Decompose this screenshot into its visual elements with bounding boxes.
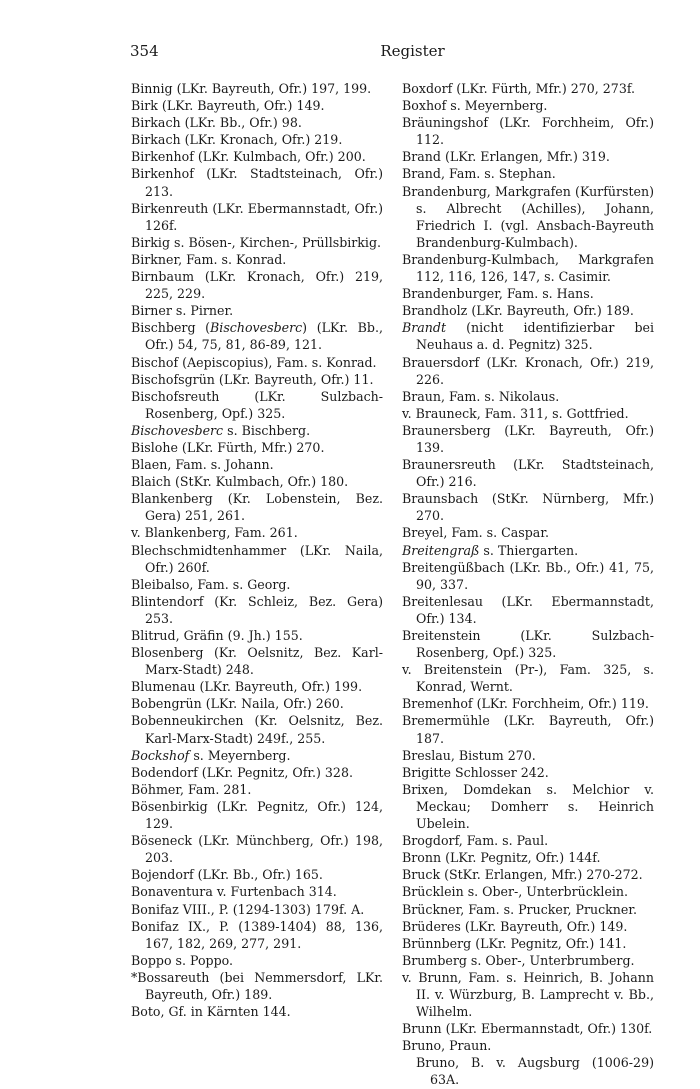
index-entry [402,969,654,1020]
entry-text: Blitrud, Gräfin (9. Jh.) 155. [131,628,303,643]
index-entry [131,901,383,918]
index-entry [402,165,654,182]
entry-text: Braun, Fam. s. Nikolaus. [402,388,560,404]
entry-text: Blechschmidtenhammer (LKr. Naila, Ofr.) 260f. [131,542,383,575]
entry-text: Boxdorf (LKr. Fürth, Mfr.) 270, 273f. [402,81,636,96]
index-entry [131,388,383,422]
index-entry [131,97,383,114]
index-entry [402,183,654,251]
entry-text: v. Brauneck, Fam. 311, s. Gottfried. [402,405,629,421]
index-entry [402,832,654,849]
entry-text: Brogdorf, Fam. s. Paul. [402,833,549,849]
entry-text: Birkner, Fam. s. Konrad. [131,251,287,267]
index-entry [131,542,383,576]
index-entry [131,200,383,234]
entry-text: Birnbaum (LKr. Kronach, Ofr.) 219, 225, 229. [131,269,383,302]
entry-text: Böseneck (LKr. Münchberg, Ofr.) 198, 203. [131,833,383,866]
index-entry [402,781,654,832]
index-entry [402,627,654,661]
entry-text: Boxhof s. Meyernberg. [402,98,548,114]
entry-text: Birkig s. Bösen-, Kirchen-, Prüllsbirkig. [131,234,382,250]
entry-text: Bleibalso, Fam. s. Georg. [131,576,291,592]
index-entry [402,1037,654,1054]
entry-text: Bojendorf (LKr. Bb., Ofr.) 165. [131,867,323,883]
entry-text: Bösenbirkig (LKr. Pegnitz, Ofr.) 124, 129. [131,798,383,832]
index-entry [131,524,383,541]
entry-historic-form: Bischovesberc [210,320,303,336]
entry-text: Bräuningshof (LKr. Forchheim, Ofr.) 112. [402,115,654,148]
index-entry [131,473,383,490]
index-entry [402,354,654,388]
running-head: Register [380,42,445,60]
index-entry [402,764,654,781]
index-entry [131,422,383,439]
index-entry [131,268,383,302]
entry-text: Breitengüßbach (LKr. Bb., Ofr.) 41, 75, 90, 337. [402,559,654,592]
entry-text: *Bossareuth (bei Nemmersdorf, LKr. Bayreuth, Ofr.) 189. [131,969,383,1002]
entry-text: Brandenburg-Kulmbach, Markgrafen 112, 116, 126, 147, s. Casimir. [402,251,654,285]
entry-text: Bremenhof (LKr. Forchheim, Ofr.) 119. [402,696,649,712]
index-entry [131,302,383,319]
entry-text: v. Blankenberg, Fam. 261. [131,525,298,541]
index-entry [131,593,383,627]
index-entry [131,918,383,952]
entry-text: Brauersdorf (LKr. Kronach, Ofr.) 219, 226. [402,354,654,387]
index-entry [131,866,383,883]
entry-tail: (nicht identifizierbar bei Neuhaus a. d. Pegnitz) 325. [416,320,654,353]
index-entry [402,388,654,405]
entry-text: Birkenhof (LKr. Kulmbach, Ofr.) 200. [131,149,366,165]
index-entry [402,901,654,918]
index-entry [402,148,654,165]
index-entry [131,1003,383,1020]
entry-text: Breyel, Fam. s. Caspar. [402,525,549,541]
index-entry [402,114,654,148]
index-entry [402,405,654,422]
index-entry [131,251,383,268]
index-entry [402,524,654,541]
index-column-left [131,80,383,1020]
entry-text: Birk (LKr. Bayreuth, Ofr.) 149. [131,98,325,114]
entry-text: Blosenberg (Kr. Oelsnitz, Bez. Karl-Marx-Stadt) 248. [131,645,383,678]
index-entry [402,319,654,353]
index-entry [402,883,654,900]
entry-historic-form: Breitengraß [402,542,480,558]
entry-text: Blaen, Fam. s. Johann. [131,457,274,473]
index-entry [402,97,654,114]
index-entry [131,644,383,678]
index-entry [402,422,654,456]
entry-text: Brünnberg (LKr. Pegnitz, Ofr.) 141. [402,935,627,951]
entry-tail: ) (LKr. Bb., Ofr.) 54, 75, 81, 86-89, 121. [145,320,383,353]
entry-text: Bonifaz VIII., P. (1294-1303) 179f. A. [131,901,365,917]
index-entry [402,695,654,712]
entry-text: Bonifaz IX., P. (1389-1404) 88, 136, 167, 182, 269, 277, 291. [131,918,383,951]
index-entry [131,319,383,353]
entry-text: Bischofsgrün (LKr. Bayreuth, Ofr.) 11. [131,371,374,387]
index-entry [131,148,383,165]
entry-text: Bischof (Aepiscopius), Fam. s. Konrad. [131,354,377,370]
entry-text: Brand (LKr. Erlangen, Mfr.) 319. [402,149,610,165]
entry-historic-form: Bockshof [131,747,190,763]
entry-text: Brigitte Schlosser 242. [402,764,549,780]
entry-text: Breitenstein (LKr. Sulzbach-Rosenberg, Opf.) 325. [402,628,654,661]
index-entry [131,80,383,97]
entry-text: Binnig (LKr. Bayreuth, Ofr.) 197, 199. [131,81,372,96]
entry-tail: s. Bischberg. [223,422,311,438]
entry-text: Brixen, Domdekan s. Melchior v. Meckau; Domherr s. Heinrich Ubelein. [402,781,654,832]
index-entry [131,883,383,900]
entry-text: Bruno, B. v. Augsburg (1006-29) 63A. [416,1055,654,1088]
index-entry [131,456,383,473]
index-entry [402,935,654,952]
entry-text: Boto, Gf. in Kärnten 144. [131,1004,291,1020]
entry-text: Brand, Fam. s. Stephan. [402,166,556,182]
entry-text: Brunn (LKr. Ebermannstadt, Ofr.) 130f. [402,1021,653,1037]
entry-text: Braunsbach (StKr. Nürnberg, Mfr.) 270. [402,491,654,524]
entry-text: Brandholz (LKr. Bayreuth, Ofr.) 189. [402,303,634,319]
entry-text: v. Brunn, Fam. s. Heinrich, B. Johann II. v. Würzburg, B. Lamprecht v. Bb., Wilhelm. [402,969,654,1020]
index-entry [131,131,383,148]
entry-historic-form: Bischovesberc [131,422,224,438]
index-entry [131,165,383,199]
entry-text: Bislohe (LKr. Fürth, Mfr.) 270. [131,439,325,455]
index-entry [131,576,383,593]
page-number: 354 [130,42,159,60]
index-entry [131,678,383,695]
index-entry [402,80,654,97]
index-entry [402,1020,654,1037]
index-entry [131,747,383,764]
entry-text: Boppo s. Poppo. [131,952,234,968]
entry-text: Birkach (LKr. Kronach, Ofr.) 219. [131,132,343,148]
index-entry [131,490,383,524]
entry-text: Bonaventura v. Furtenbach 314. [131,884,337,900]
entry-text: Birkenreuth (LKr. Ebermannstadt, Ofr.) 126f. [131,200,383,233]
index-entry [131,627,383,644]
index-entry [131,439,383,456]
entry-text: Birkenhof (LKr. Stadtsteinach, Ofr.) 213. [131,166,383,199]
entry-text: Bronn (LKr. Pegnitz, Ofr.) 144f. [402,850,601,866]
index-entry [131,798,383,832]
entry-text: v. Breitenstein (Pr-), Fam. 325, s. Konrad, Wernt. [402,662,654,695]
entry-text: Braunersreuth (LKr. Stadtsteinach, Ofr.) 216. [402,457,654,490]
index-entry [402,456,654,490]
index-entry [402,1054,654,1088]
index-entry [402,302,654,319]
entry-text: Bruno, Praun. [402,1038,492,1054]
entry-text: Brumberg s. Ober-, Unterbrumberg. [402,952,635,968]
entry-text: Bischofsreuth (LKr. Sulzbach-Rosenberg, Opf.) 325. [131,388,383,421]
entry-tail: s. Meyernberg. [189,747,291,763]
entry-text: Braunersberg (LKr. Bayreuth, Ofr.) 139. [402,422,654,455]
entry-text: Blankenberg (Kr. Lobenstein, Bez. Gera) 251, 261. [131,491,383,524]
entry-text: Breslau, Bistum 270. [402,747,536,763]
index-entry [131,952,383,969]
entry-text: Bruck (StKr. Erlangen, Mfr.) 270-272. [402,867,643,883]
index-entry [402,251,654,285]
entry-text: Birner s. Pirner. [131,303,234,319]
index-entry [131,234,383,251]
index-entry [402,490,654,524]
index-entry [131,371,383,388]
index-entry [402,866,654,883]
index-entry [402,542,654,559]
index-entry [402,952,654,969]
index-entry [402,849,654,866]
index-entry [131,781,383,798]
index-entry [131,114,383,131]
entry-text: Brücklein s. Ober-, Unterbrücklein. [402,884,629,900]
entry-text: Breitenlesau (LKr. Ebermannstadt, Ofr.) 134. [402,593,654,626]
entry-tail: s. Thiergarten. [479,542,579,558]
index-entry [131,695,383,712]
index-entry [402,712,654,746]
entry-text: Brückner, Fam. s. Prucker, Pruckner. [402,901,637,917]
entry-text: Brüderes (LKr. Bayreuth, Ofr.) 149. [402,918,628,934]
index-entry [131,712,383,746]
entry-text: Bobengrün (LKr. Naila, Ofr.) 260. [131,696,344,712]
entry-historic-form: Brandt [402,320,447,336]
entry-text: Birkach (LKr. Bb., Ofr.) 98. [131,115,302,131]
index-entry [402,593,654,627]
entry-text: Blintendorf (Kr. Schleiz, Bez. Gera) 253. [131,593,383,626]
entry-text: Bodendorf (LKr. Pegnitz, Ofr.) 328. [131,764,353,780]
entry-text: Brandenburg, Markgrafen (Kurfürsten) s. Albrecht (Achilles), Johann, Friedrich I. (vgl. Ansbach-Bayreuth Brandenburg-Kulmbach). [402,183,654,250]
entry-text: Blaich (StKr. Kulmbach, Ofr.) 180. [131,474,349,490]
index-entry [402,285,654,302]
index-entry [402,661,654,695]
index-entry [131,969,383,1003]
entry-text: Bremermühle (LKr. Bayreuth, Ofr.) 187. [402,713,654,746]
index-column-right [402,80,654,1089]
entry-text: Brandenburger, Fam. s. Hans. [402,286,594,302]
entry-text: Bobenneukirchen (Kr. Oelsnitz, Bez. Karl-Marx-Stadt) 249f., 255. [131,713,383,746]
index-entry [402,559,654,593]
index-entry [131,832,383,866]
index-entry [402,918,654,935]
entry-head: Bischberg ( [131,320,211,336]
index-entry [402,747,654,764]
entry-text: Blumenau (LKr. Bayreuth, Ofr.) 199. [131,679,363,695]
index-entry [131,764,383,781]
entry-text: Böhmer, Fam. 281. [131,781,252,797]
index-entry [131,354,383,371]
